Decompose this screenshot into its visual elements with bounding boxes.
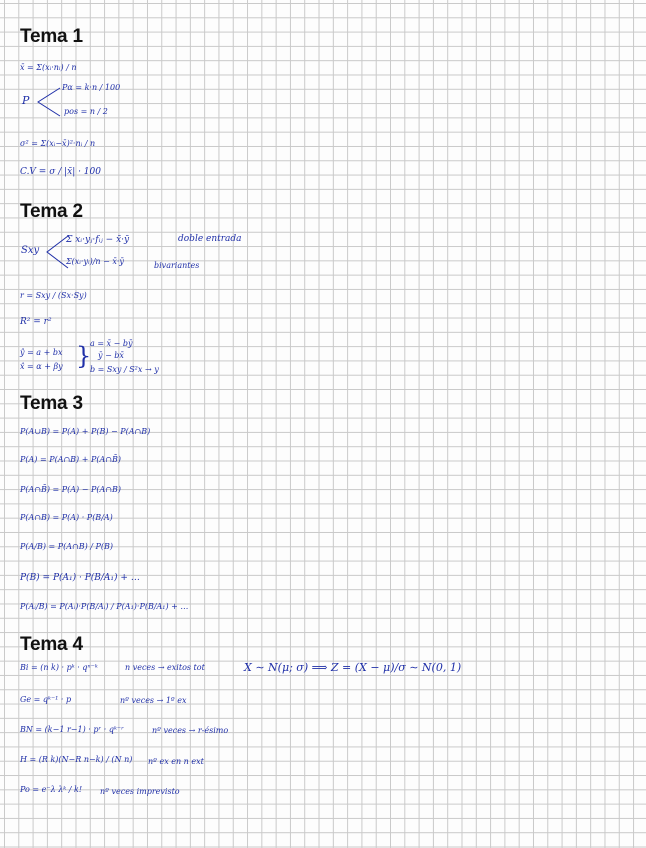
formula-coef-a: a = x̄ − bȳ <box>90 339 133 348</box>
formula-difference: P(A∩B̄) = P(A) − P(A∩B) <box>20 485 121 494</box>
note-bivariantes: bivariantes <box>154 261 200 270</box>
percentile-bracket <box>34 84 62 120</box>
formula-poisson: Po = e⁻λ λᵏ / k! <box>20 785 83 794</box>
note-geometric: nº veces → 1º ex <box>120 696 187 705</box>
formula-r: r = Sxy / (Sx·Sy) <box>20 291 87 300</box>
formula-mean: x̄ = Σ(xᵢ·nᵢ) / n <box>20 63 77 72</box>
formula-normal: X ∼ N(μ; σ) ⟹ Z = (X − μ)/σ ∼ N(0, 1) <box>244 661 462 674</box>
formula-variance: σ² = Σ(xᵢ−x̄)²·nᵢ / n <box>20 139 96 148</box>
formula-sxy-bivariate: Σ(xᵢ·yᵢ)/n − x̄·ȳ <box>66 257 124 266</box>
heading-tema-4: Tema 4 <box>20 634 83 655</box>
formula-hypergeometric: H = (R k)(N−R n−k) / (N n) <box>20 755 133 764</box>
percentile-label: P <box>22 94 30 107</box>
formula-intersection: P(A∩B) = P(A) · P(B/A) <box>20 513 113 522</box>
formula-total-probability: P(B) = P(A₁) · P(B/A₁) + … <box>20 573 140 583</box>
formula-percentile-a: Pα = k·n / 100 <box>62 83 121 92</box>
note-hypergeometric: nº ex en n ext <box>148 757 204 766</box>
formula-binomial: Bi = (n k) · pᵏ · qⁿ⁻ᵏ <box>20 663 98 672</box>
note-poisson: nº veces imprevisto <box>100 787 180 796</box>
formula-coef-b: b = Sxy / S²x → y <box>90 365 159 374</box>
formula-percentile-b: pos = n / 2 <box>64 107 108 116</box>
formula-total-a: P(A) = P(A∩B) + P(A∩B̄) <box>20 455 121 464</box>
note-doble-entrada: doble entrada <box>178 234 242 244</box>
heading-tema-3: Tema 3 <box>20 393 83 414</box>
formula-sxy-double: Σ xᵢ·yⱼ·fᵢⱼ − x̄·ȳ <box>66 235 130 245</box>
formula-geometric: Ge = qᵏ⁻¹ · p <box>20 695 72 704</box>
heading-tema-2: Tema 2 <box>20 201 83 222</box>
formula-regression-y: ŷ = a + bx <box>20 348 63 357</box>
note-negative-binomial: nº veces → r-ésimo <box>152 726 229 735</box>
formula-conditional: P(A/B) = P(A∩B) / P(B) <box>20 542 114 551</box>
formula-union: P(A∪B) = P(A) + P(B) − P(A∩B) <box>20 427 151 436</box>
formula-regression-x: x̂ = α + βy <box>20 362 63 371</box>
formula-r2: R² = r² <box>20 317 52 327</box>
formula-bayes: P(Aᵢ/B) = P(Aᵢ)·P(B/Aᵢ) / P(A₁)·P(B/A₁) + … <box>20 602 189 611</box>
formula-coef-a2: ȳ − bx̄ <box>98 351 124 360</box>
regression-brace: } <box>76 342 92 370</box>
sxy-label: Sxy <box>21 245 40 256</box>
note-binomial: n veces → exitos tot <box>125 663 205 672</box>
formula-negative-binomial: BN = (k−1 r−1) · pʳ · qᵏ⁻ʳ <box>20 725 124 734</box>
formula-cv: C.V = σ / |x̄| · 100 <box>20 167 101 177</box>
heading-tema-1: Tema 1 <box>20 26 83 47</box>
